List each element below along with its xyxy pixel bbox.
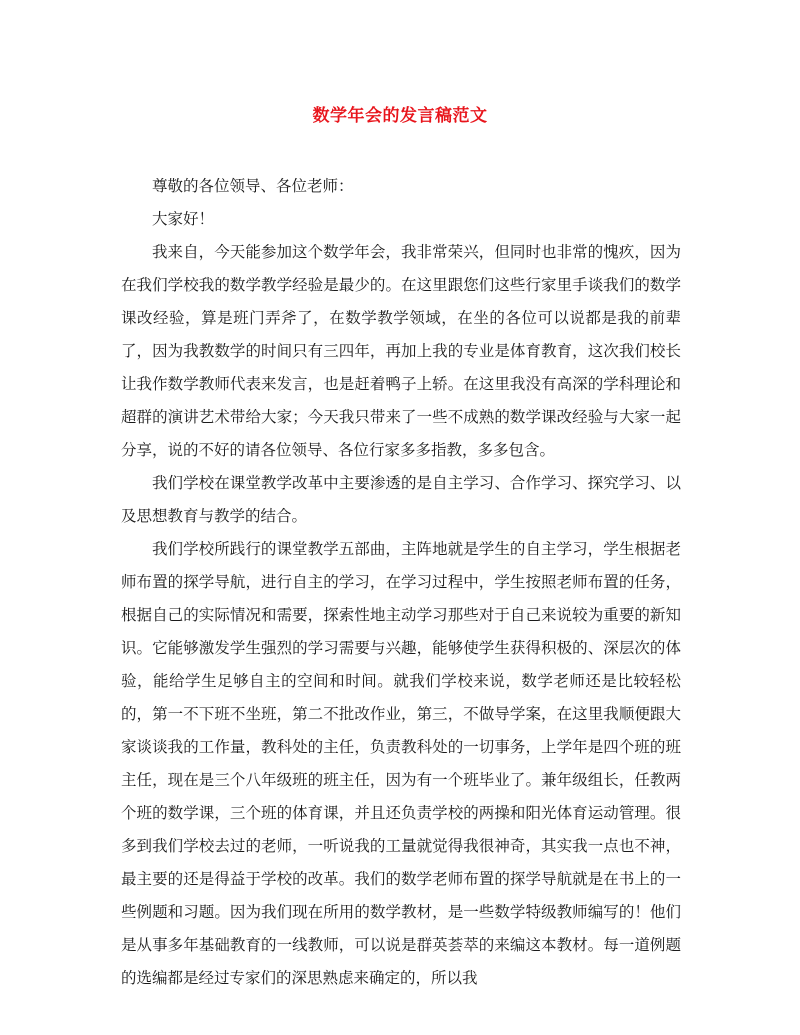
body-paragraph: 我来自，今天能参加这个数学年会，我非常荣兴，但同时也非常的愧疚，因为在我们学校我的数学教学经验是最少的。在这里跟您们这些行家里手谈我们的数学课改经验，算是班门弄斧了，在数学教学领域，在坐的各位可以说都是我的前辈了，因为我教数学的时间只有三四年，再加上我的专业是体育教育，这次我们校长让我作数学教师代表来发言，也是赶着鸭子上轿。在这里我没有高深的学科理论和超群的演讲艺术带给大家；今天我只带来了一些不成熟的数学课改经验与大家一起分享，说的不好的请各位领导、各位行家多多指教，多多包含。 xyxy=(121,243,681,459)
salutation-paragraph: 尊敬的各位领导、各位老师： xyxy=(152,177,354,195)
body-paragraph: 我们学校在课堂教学改革中主要渗透的是自主学习、合作学习、探究学习、以及思想教育与教学的结合。 xyxy=(121,474,681,525)
body-paragraph: 我们学校所践行的课堂教学五部曲，主阵地就是学生的自主学习，学生根据老师布置的探学导航，进行自主的学习，在学习过程中，学生按照老师布置的任务，根据自己的实际情况和需要，探索性地主动学习那些对于自己来说较为重要的新知识。它能够激发学生强烈的学习需要与兴趣，能够使学生获得积极的、深层次的体验，能给学生足够自主的空间和时间。就我们学校来说，数学老师还是比较轻松的，第一不下班不坐班，第二不批改作业，第三，不做导学案，在这里我顺便跟大家谈谈我的工作量，教科处的主任，负责教科处的一切事务，上学年是四个班的班主任，现在是三个八年级班的班主任，因为有一个班毕业了。兼年级组长，任教两个班的数学课，三个班的体育课，并且还负责学校的两操和阳光体育运动管理。很多到我们学校去过的老师，一听说我的工量就觉得我很神奇，其实我一点也不神，最主要的还是得益于学校的改革。我们的数学老师布置的探学导航就是在书上的一些例题和习题。因为我们现在所用的数学教材，是一些数学特级教师编写的！他们是从事多年基础教育的一线教师，可以说是群英荟萃的来编这本教材。每一道例题的选编都是经过专家们的深思熟虑来确定的，所以我 xyxy=(121,540,681,987)
document-body xyxy=(121,170,681,995)
document-title: 数学年会的发言稿范文 xyxy=(312,106,488,126)
greeting-paragraph: 大家好！ xyxy=(152,210,215,228)
